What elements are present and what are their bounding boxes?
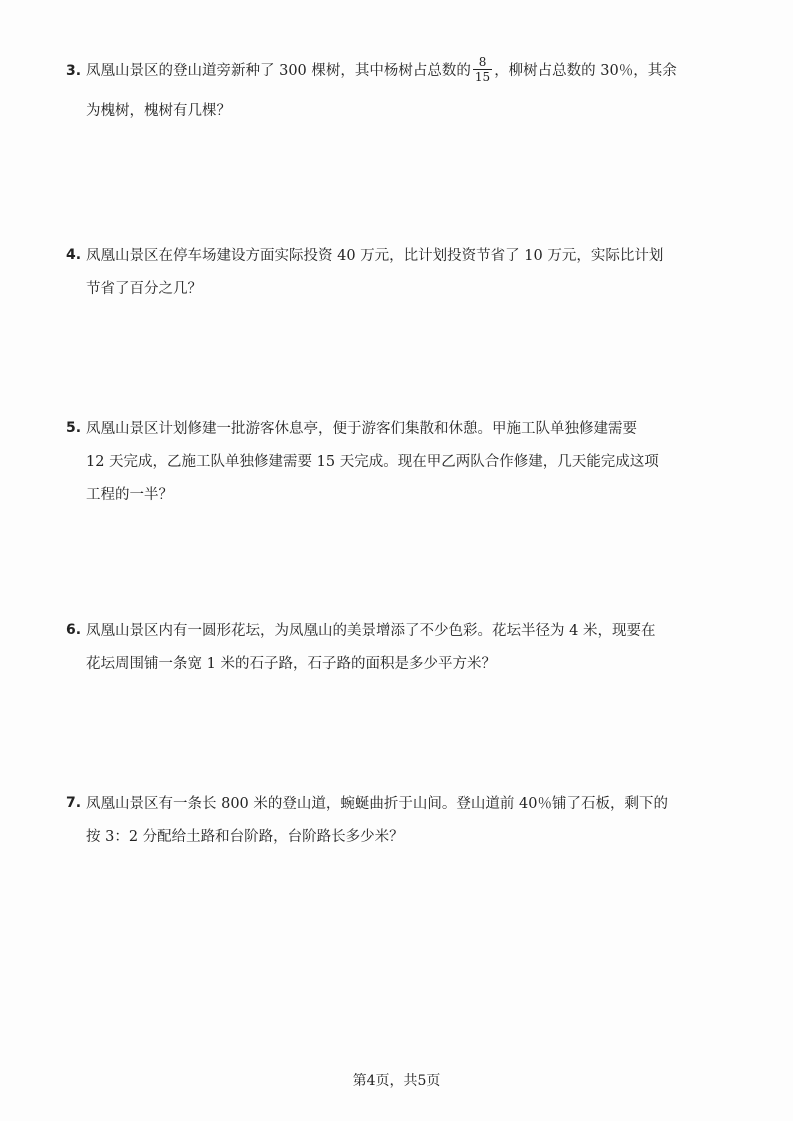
question-text: 花坛周围铺一条宽 1 米的石子路，石子路的面积是多少平方米？ bbox=[86, 656, 496, 672]
question-text: 12 天完成，乙施工队单独修建需要 15 天完成。现在甲乙两队合作修建，几天能完成这项 bbox=[86, 454, 659, 470]
question-3 bbox=[66, 55, 766, 128]
question-4 bbox=[66, 240, 766, 306]
question-line bbox=[86, 615, 766, 648]
question-line bbox=[86, 446, 766, 479]
fraction-denominator: 15 bbox=[474, 69, 491, 84]
question-5 bbox=[66, 413, 766, 512]
page-number: 第4页，共5页 bbox=[352, 1073, 441, 1089]
fraction-numerator: 8 bbox=[478, 54, 487, 69]
question-text: 凤凰山景区有一条长 800 米的登山道，蜿蜒曲折于山间。登山道前 40％铺了石板，剩下的 bbox=[86, 796, 668, 812]
question-text: 凤凰山景区内有一圆形花坛，为凤凰山的美景增添了不少色彩。花坛半径为 4 米，现要在 bbox=[86, 623, 656, 639]
question-7 bbox=[66, 788, 766, 854]
question-line bbox=[86, 413, 766, 446]
question-text: ，柳树占总数的 30％，其余 bbox=[494, 63, 677, 79]
question-text: 按 3：2 分配给土路和台阶路，台阶路长多少米？ bbox=[86, 829, 404, 845]
question-6 bbox=[66, 615, 766, 681]
question-number: 7. bbox=[66, 795, 82, 811]
question-line bbox=[86, 648, 766, 681]
question-line bbox=[86, 788, 766, 821]
question-line bbox=[86, 479, 766, 512]
question-text: 凤凰山景区在停车场建设方面实际投资 40 万元，比计划投资节省了 10 万元，实际比计划 bbox=[86, 248, 664, 264]
question-line bbox=[86, 240, 766, 273]
question-number: 6. bbox=[66, 622, 82, 638]
question-line bbox=[86, 821, 766, 854]
question-line bbox=[86, 55, 766, 88]
question-number: 4. bbox=[66, 247, 82, 263]
question-number: 3. bbox=[66, 63, 82, 79]
question-text: 工程的一半？ bbox=[86, 487, 173, 503]
question-text: 凤凰山景区的登山道旁新种了 300 棵树，其中杨树占总数的 bbox=[86, 63, 471, 79]
question-text: 凤凰山景区计划修建一批游客休息亭，便于游客们集散和休憩。甲施工队单独修建需要 bbox=[86, 421, 637, 437]
fraction bbox=[473, 55, 492, 84]
question-text: 为槐树，槐树有几棵？ bbox=[86, 103, 231, 119]
question-number: 5. bbox=[66, 420, 82, 436]
question-line bbox=[86, 95, 766, 128]
question-text: 节省了百分之几？ bbox=[86, 281, 202, 297]
question-line bbox=[86, 273, 766, 306]
